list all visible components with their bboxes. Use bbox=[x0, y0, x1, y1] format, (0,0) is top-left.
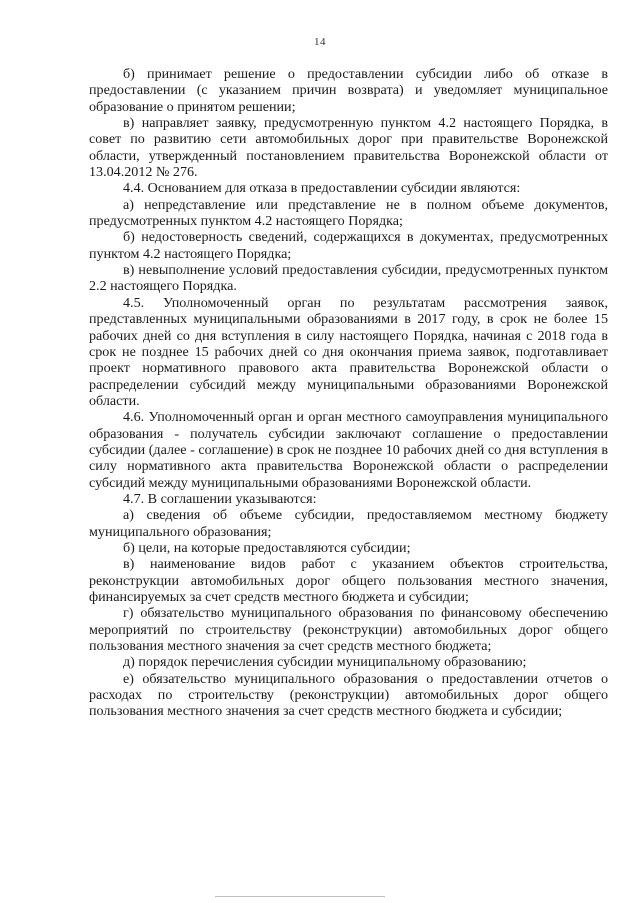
paragraph-4-4-heading: 4.4. Основанием для отказа в предоставлении субсидии являются: bbox=[123, 180, 521, 197]
scan-edge-line bbox=[215, 896, 385, 897]
paragraph-4-4-a: а) непредставление или представление не в полном объеме документов, предусмотренных пунктом 4.2 настоящего Порядка; bbox=[89, 196, 608, 230]
paragraph-4-7-e: е) обязательство муниципального образования о предоставлении отчетов о расходах по строительству (реконструкции) автомобильных дорог общего пользования местного значения за счет средств местного бюджета и субсидии; bbox=[89, 670, 608, 720]
paragraph-4-7-heading: 4.7. В соглашении указываются: bbox=[123, 490, 317, 507]
document-body bbox=[89, 66, 608, 720]
paragraph-4-7-b: б) цели, на которые предоставляются субсидии; bbox=[123, 539, 411, 556]
paragraph-4-4-v: в) невыполнение условий предоставления субсидии, предусмотренных пунктом 2.2 настоящего Порядка. bbox=[89, 262, 608, 295]
paragraph-4-7-g: г) обязательство муниципального образования по финансовому обеспечению мероприятий по строительству (реконструкции) автомобильных дорог общего пользования местного значения за счет средств местного бюджета; bbox=[89, 605, 608, 655]
paragraph-4-7-d: д) порядок перечисления субсидии муниципальному образованию; bbox=[123, 654, 527, 671]
paragraph-4-7-v: в) наименование видов работ с указанием объектов строительства, реконструкции автомобильных дорог общего пользования местного значения, финансируемых за счет средств местного бюджета и субсидии; bbox=[89, 556, 608, 605]
paragraph-4-6: 4.6. Уполномоченный орган и орган местного самоуправления муниципального образования - получатель субсидии заключают соглашение о предоставлении субсидии (далее - соглашение) в срок не позднее 10 рабочих дней со дня вступления в силу нормативного акта правительства Воронежской области о распределении субсидий между муниципальными образованиями Воронежской области. bbox=[89, 409, 608, 491]
paragraph-4-5: 4.5. Уполномоченный орган по результатам рассмотрения заявок, представленных муниципальными образованиями в 2017 году, в срок не более 15 рабочих дней со дня вступления в силу настоящего Порядка, начиная с 2018 года в срок не позднее 15 рабочих дней со дня окончания приема заявок, подготавливает проект нормативного правового акта правительства Воронежской области о распределении субсидий между муниципальными образованиями Воронежской области. bbox=[89, 294, 608, 409]
page-number: 14 bbox=[314, 36, 326, 48]
paragraph-4-4-b: б) недостоверность сведений, содержащихся в документах, предусмотренных пунктом 4.2 настоящего Порядка; bbox=[89, 229, 608, 262]
paragraph-4-7-a: а) сведения об объеме субсидии, предоставляемом местному бюджету муниципального образования; bbox=[89, 507, 608, 540]
paragraph-b-decision: б) принимает решение о предоставлении субсидии либо об отказе в предоставлении (с указанием причин возврата) и уведомляет муниципальное образование о принятом решении; bbox=[89, 66, 608, 115]
paragraph-v-send-application: в) направляет заявку, предусмотренную пунктом 4.2 настоящего Порядка, в совет по развитию сети автомобильных дорог при правительстве Воронежской области, утвержденный постановлением правительства Воронежской области от 13.04.2012 № 276. bbox=[89, 115, 608, 181]
